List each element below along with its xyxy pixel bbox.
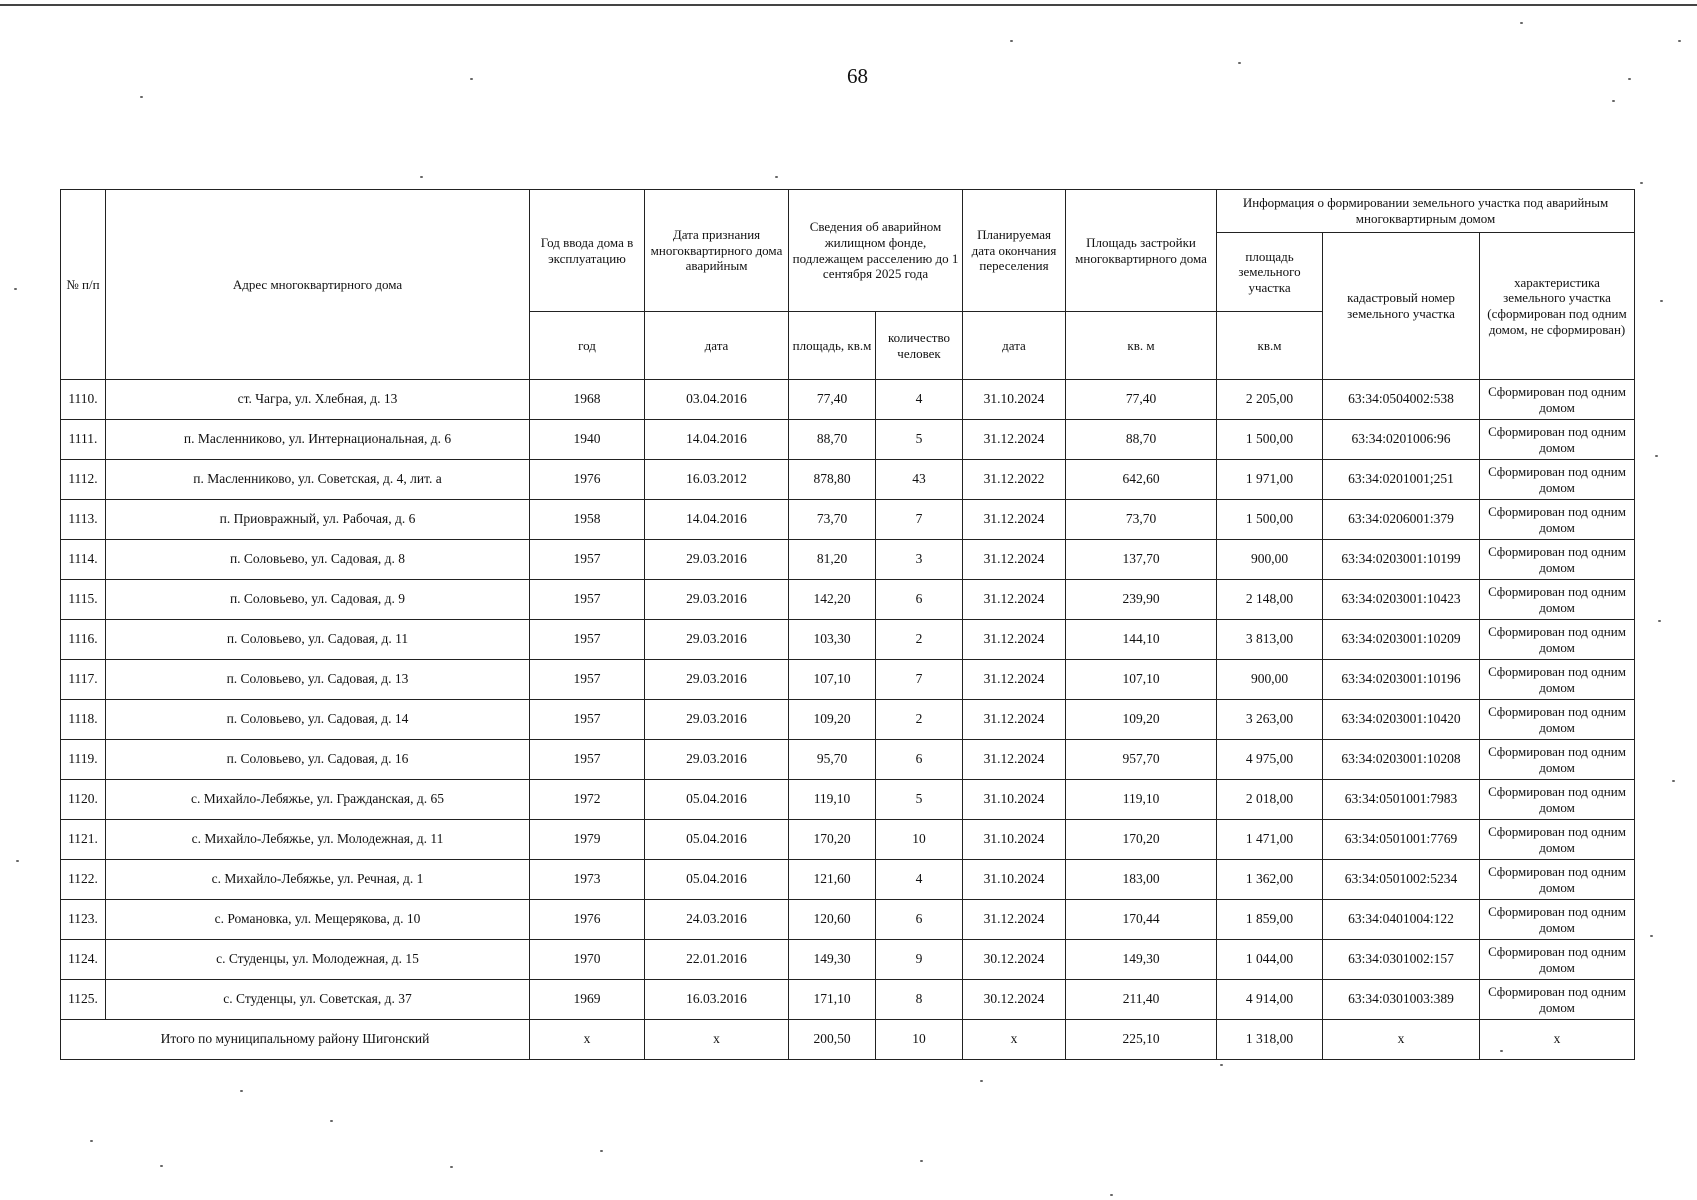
unit-year: год bbox=[530, 312, 645, 380]
row-address: п. Соловьево, ул. Садовая, д. 14 bbox=[106, 700, 530, 740]
row-number: 1111. bbox=[61, 420, 106, 460]
row-people: 4 bbox=[876, 860, 963, 900]
row-number: 1112. bbox=[61, 460, 106, 500]
row-building-area: 119,10 bbox=[1066, 780, 1217, 820]
table-row bbox=[61, 580, 1635, 620]
scan-speck bbox=[160, 1165, 163, 1167]
row-building-area: 144,10 bbox=[1066, 620, 1217, 660]
row-planned-date: 31.12.2024 bbox=[963, 740, 1066, 780]
row-people: 43 bbox=[876, 460, 963, 500]
row-people: 9 bbox=[876, 940, 963, 980]
row-land-char: Сформирован под одним домом bbox=[1480, 820, 1635, 860]
row-people: 6 bbox=[876, 740, 963, 780]
row-land-char: Сформирован под одним домом bbox=[1480, 860, 1635, 900]
scan-speck bbox=[470, 78, 473, 80]
row-date-recognized: 29.03.2016 bbox=[645, 740, 789, 780]
scan-speck bbox=[980, 1080, 983, 1082]
row-building-area: 183,00 bbox=[1066, 860, 1217, 900]
row-people: 6 bbox=[876, 900, 963, 940]
page-number: 68 bbox=[847, 64, 868, 88]
total-land-char: х bbox=[1480, 1020, 1635, 1060]
row-building-area: 107,10 bbox=[1066, 660, 1217, 700]
scan-speck bbox=[1678, 40, 1681, 42]
row-year: 1957 bbox=[530, 540, 645, 580]
row-land-char: Сформирован под одним домом bbox=[1480, 980, 1635, 1020]
row-year: 1957 bbox=[530, 620, 645, 660]
row-number: 1110. bbox=[61, 380, 106, 420]
total-land-area: 1 318,00 bbox=[1217, 1020, 1323, 1060]
row-land-area: 1 500,00 bbox=[1217, 420, 1323, 460]
row-area: 119,10 bbox=[789, 780, 876, 820]
row-planned-date: 31.12.2024 bbox=[963, 540, 1066, 580]
row-cadastral: 63:34:0203001:10199 bbox=[1323, 540, 1480, 580]
row-people: 7 bbox=[876, 500, 963, 540]
row-land-area: 4 975,00 bbox=[1217, 740, 1323, 780]
row-date-recognized: 29.03.2016 bbox=[645, 580, 789, 620]
scan-speck bbox=[240, 1090, 243, 1092]
row-address: п. Соловьево, ул. Садовая, д. 8 bbox=[106, 540, 530, 580]
header-number: № п/п bbox=[61, 190, 106, 380]
row-address: с. Михайло-Лебяжье, ул. Гражданская, д. 65 bbox=[106, 780, 530, 820]
row-cadastral: 63:34:0501001:7769 bbox=[1323, 820, 1480, 860]
table-row bbox=[61, 420, 1635, 460]
row-address: п. Соловьево, ул. Садовая, д. 16 bbox=[106, 740, 530, 780]
row-planned-date: 31.12.2024 bbox=[963, 620, 1066, 660]
row-date-recognized: 14.04.2016 bbox=[645, 500, 789, 540]
row-building-area: 149,30 bbox=[1066, 940, 1217, 980]
total-label: Итого по муниципальному району Шигонский bbox=[61, 1020, 530, 1060]
row-number: 1116. bbox=[61, 620, 106, 660]
row-people: 2 bbox=[876, 700, 963, 740]
scan-speck bbox=[1660, 300, 1663, 302]
row-area: 878,80 bbox=[789, 460, 876, 500]
header-date-recognized: Дата признания многоквартирного дома аварийным bbox=[645, 190, 789, 312]
row-area: 81,20 bbox=[789, 540, 876, 580]
scan-speck bbox=[1650, 935, 1653, 937]
table-row bbox=[61, 500, 1635, 540]
row-building-area: 957,70 bbox=[1066, 740, 1217, 780]
scan-speck bbox=[16, 860, 19, 862]
row-land-char: Сформирован под одним домом bbox=[1480, 700, 1635, 740]
scan-speck bbox=[1655, 455, 1658, 457]
header-land-info: Информация о формировании земельного участка под аварийным многоквартирным домом bbox=[1217, 190, 1635, 233]
row-date-recognized: 14.04.2016 bbox=[645, 420, 789, 460]
scan-speck bbox=[600, 1150, 603, 1152]
row-date-recognized: 29.03.2016 bbox=[645, 540, 789, 580]
row-land-char: Сформирован под одним домом bbox=[1480, 780, 1635, 820]
row-people: 10 bbox=[876, 820, 963, 860]
row-area: 120,60 bbox=[789, 900, 876, 940]
row-land-area: 1 971,00 bbox=[1217, 460, 1323, 500]
scan-speck bbox=[420, 176, 423, 178]
row-area: 73,70 bbox=[789, 500, 876, 540]
row-planned-date: 31.10.2024 bbox=[963, 820, 1066, 860]
row-address: п. Масленниково, ул. Советская, д. 4, лит. а bbox=[106, 460, 530, 500]
row-year: 1976 bbox=[530, 900, 645, 940]
scan-speck bbox=[1220, 1064, 1223, 1066]
header-building-area: Площадь застройки многоквартирного дома bbox=[1066, 190, 1217, 312]
table-row bbox=[61, 700, 1635, 740]
row-land-char: Сформирован под одним домом bbox=[1480, 500, 1635, 540]
row-land-char: Сформирован под одним домом bbox=[1480, 420, 1635, 460]
row-date-recognized: 29.03.2016 bbox=[645, 660, 789, 700]
row-date-recognized: 05.04.2016 bbox=[645, 820, 789, 860]
header-address: Адрес многоквартирного дома bbox=[106, 190, 530, 380]
row-date-recognized: 22.01.2016 bbox=[645, 940, 789, 980]
row-cadastral: 63:34:0504002:538 bbox=[1323, 380, 1480, 420]
row-year: 1979 bbox=[530, 820, 645, 860]
unit-planned-date: дата bbox=[963, 312, 1066, 380]
row-land-area: 2 018,00 bbox=[1217, 780, 1323, 820]
scan-speck bbox=[1658, 620, 1661, 622]
table-row bbox=[61, 660, 1635, 700]
row-land-area: 3 263,00 bbox=[1217, 700, 1323, 740]
row-number: 1122. bbox=[61, 860, 106, 900]
row-number: 1117. bbox=[61, 660, 106, 700]
row-cadastral: 63:34:0203001:10423 bbox=[1323, 580, 1480, 620]
row-number: 1125. bbox=[61, 980, 106, 1020]
row-planned-date: 31.12.2024 bbox=[963, 500, 1066, 540]
unit-date-recognized: дата bbox=[645, 312, 789, 380]
row-address: с. Михайло-Лебяжье, ул. Молодежная, д. 11 bbox=[106, 820, 530, 860]
table-row bbox=[61, 380, 1635, 420]
row-land-area: 1 044,00 bbox=[1217, 940, 1323, 980]
row-land-char: Сформирован под одним домом bbox=[1480, 580, 1635, 620]
row-number: 1113. bbox=[61, 500, 106, 540]
row-people: 5 bbox=[876, 420, 963, 460]
row-year: 1940 bbox=[530, 420, 645, 460]
row-cadastral: 63:34:0501001:7983 bbox=[1323, 780, 1480, 820]
row-cadastral: 63:34:0203001:10208 bbox=[1323, 740, 1480, 780]
row-year: 1958 bbox=[530, 500, 645, 540]
row-area: 171,10 bbox=[789, 980, 876, 1020]
row-number: 1124. bbox=[61, 940, 106, 980]
row-number: 1118. bbox=[61, 700, 106, 740]
row-area: 107,10 bbox=[789, 660, 876, 700]
row-cadastral: 63:34:0301002:157 bbox=[1323, 940, 1480, 980]
row-land-area: 900,00 bbox=[1217, 540, 1323, 580]
table-row bbox=[61, 620, 1635, 660]
row-date-recognized: 05.04.2016 bbox=[645, 860, 789, 900]
row-planned-date: 31.12.2022 bbox=[963, 460, 1066, 500]
row-building-area: 109,20 bbox=[1066, 700, 1217, 740]
header-planned-date: Планируемая дата окончания переселения bbox=[963, 190, 1066, 312]
row-planned-date: 31.10.2024 bbox=[963, 780, 1066, 820]
row-building-area: 170,44 bbox=[1066, 900, 1217, 940]
row-address: п. Соловьево, ул. Садовая, д. 11 bbox=[106, 620, 530, 660]
row-number: 1115. bbox=[61, 580, 106, 620]
row-land-area: 2 205,00 bbox=[1217, 380, 1323, 420]
row-date-recognized: 29.03.2016 bbox=[645, 620, 789, 660]
row-year: 1957 bbox=[530, 740, 645, 780]
row-address: ст. Чагра, ул. Хлебная, д. 13 bbox=[106, 380, 530, 420]
row-cadastral: 63:34:0501002:5234 bbox=[1323, 860, 1480, 900]
row-year: 1957 bbox=[530, 580, 645, 620]
header-land-char: характеристика земельного участка (сформирован под одним домом, не сформирован) bbox=[1480, 233, 1635, 380]
row-building-area: 211,40 bbox=[1066, 980, 1217, 1020]
row-area: 77,40 bbox=[789, 380, 876, 420]
row-people: 2 bbox=[876, 620, 963, 660]
row-land-area: 900,00 bbox=[1217, 660, 1323, 700]
row-area: 95,70 bbox=[789, 740, 876, 780]
row-planned-date: 31.12.2024 bbox=[963, 580, 1066, 620]
table-row bbox=[61, 860, 1635, 900]
scan-speck bbox=[920, 1160, 923, 1162]
total-cadastral: х bbox=[1323, 1020, 1480, 1060]
unit-building-sqm: кв. м bbox=[1066, 312, 1217, 380]
total-date: х bbox=[645, 1020, 789, 1060]
row-year: 1968 bbox=[530, 380, 645, 420]
row-area: 170,20 bbox=[789, 820, 876, 860]
row-area: 103,30 bbox=[789, 620, 876, 660]
row-address: с. Студенцы, ул. Молодежная, д. 15 bbox=[106, 940, 530, 980]
row-cadastral: 63:34:0201001;251 bbox=[1323, 460, 1480, 500]
row-land-char: Сформирован под одним домом bbox=[1480, 460, 1635, 500]
row-year: 1972 bbox=[530, 780, 645, 820]
header-cadastral: кадастровый номер земельного участка bbox=[1323, 233, 1480, 380]
row-land-char: Сформирован под одним домом bbox=[1480, 540, 1635, 580]
row-date-recognized: 16.03.2012 bbox=[645, 460, 789, 500]
row-area: 109,20 bbox=[789, 700, 876, 740]
row-land-char: Сформирован под одним домом bbox=[1480, 940, 1635, 980]
total-building-area: 225,10 bbox=[1066, 1020, 1217, 1060]
row-address: п. Масленниково, ул. Интернациональная, д. 6 bbox=[106, 420, 530, 460]
table-row bbox=[61, 780, 1635, 820]
scan-speck bbox=[1500, 1050, 1503, 1052]
row-address: с. Михайло-Лебяжье, ул. Речная, д. 1 bbox=[106, 860, 530, 900]
row-number: 1119. bbox=[61, 740, 106, 780]
row-address: п. Соловьево, ул. Садовая, д. 9 bbox=[106, 580, 530, 620]
row-planned-date: 31.12.2024 bbox=[963, 700, 1066, 740]
row-year: 1973 bbox=[530, 860, 645, 900]
scan-speck bbox=[330, 1120, 333, 1122]
scan-speck bbox=[1640, 182, 1643, 184]
row-building-area: 642,60 bbox=[1066, 460, 1217, 500]
scan-speck bbox=[1612, 100, 1615, 102]
row-year: 1976 bbox=[530, 460, 645, 500]
table-row bbox=[61, 980, 1635, 1020]
row-area: 88,70 bbox=[789, 420, 876, 460]
scan-speck bbox=[1238, 62, 1241, 64]
row-cadastral: 63:34:0206001:379 bbox=[1323, 500, 1480, 540]
row-number: 1120. bbox=[61, 780, 106, 820]
scan-speck bbox=[14, 288, 17, 290]
row-building-area: 77,40 bbox=[1066, 380, 1217, 420]
row-people: 5 bbox=[876, 780, 963, 820]
row-area: 121,60 bbox=[789, 860, 876, 900]
row-planned-date: 31.10.2024 bbox=[963, 860, 1066, 900]
row-area: 142,20 bbox=[789, 580, 876, 620]
row-year: 1957 bbox=[530, 700, 645, 740]
row-people: 4 bbox=[876, 380, 963, 420]
table-body bbox=[61, 380, 1635, 1020]
table-row bbox=[61, 740, 1635, 780]
scan-speck bbox=[1628, 78, 1631, 80]
row-people: 6 bbox=[876, 580, 963, 620]
row-cadastral: 63:34:0301003:389 bbox=[1323, 980, 1480, 1020]
row-planned-date: 31.12.2024 bbox=[963, 660, 1066, 700]
row-building-area: 137,70 bbox=[1066, 540, 1217, 580]
row-date-recognized: 29.03.2016 bbox=[645, 700, 789, 740]
unit-area: площадь, кв.м bbox=[789, 312, 876, 380]
scan-speck bbox=[1010, 40, 1013, 42]
header-land-area: площадь земельного участка bbox=[1217, 233, 1323, 312]
row-year: 1957 bbox=[530, 660, 645, 700]
row-cadastral: 63:34:0203001:10420 bbox=[1323, 700, 1480, 740]
row-address: с. Студенцы, ул. Советская, д. 37 bbox=[106, 980, 530, 1020]
row-cadastral: 63:34:0203001:10196 bbox=[1323, 660, 1480, 700]
row-land-char: Сформирован под одним домом bbox=[1480, 900, 1635, 940]
row-land-area: 2 148,00 bbox=[1217, 580, 1323, 620]
row-year: 1970 bbox=[530, 940, 645, 980]
row-building-area: 73,70 bbox=[1066, 500, 1217, 540]
scan-speck bbox=[140, 96, 143, 98]
row-planned-date: 31.10.2024 bbox=[963, 380, 1066, 420]
row-planned-date: 31.12.2024 bbox=[963, 900, 1066, 940]
row-area: 149,30 bbox=[789, 940, 876, 980]
row-building-area: 88,70 bbox=[1066, 420, 1217, 460]
row-date-recognized: 03.04.2016 bbox=[645, 380, 789, 420]
header-year-in-operation: Год ввода дома в эксплуатацию bbox=[530, 190, 645, 312]
emergency-housing-table bbox=[60, 189, 1635, 1060]
row-land-area: 1 362,00 bbox=[1217, 860, 1323, 900]
table-row bbox=[61, 940, 1635, 980]
row-number: 1123. bbox=[61, 900, 106, 940]
row-cadastral: 63:34:0201006:96 bbox=[1323, 420, 1480, 460]
table-row bbox=[61, 460, 1635, 500]
total-area: 200,50 bbox=[789, 1020, 876, 1060]
row-planned-date: 30.12.2024 bbox=[963, 980, 1066, 1020]
scan-speck bbox=[1110, 1194, 1113, 1196]
row-planned-date: 31.12.2024 bbox=[963, 420, 1066, 460]
unit-people: количество человек bbox=[876, 312, 963, 380]
row-land-area: 1 500,00 bbox=[1217, 500, 1323, 540]
row-date-recognized: 24.03.2016 bbox=[645, 900, 789, 940]
row-cadastral: 63:34:0203001:10209 bbox=[1323, 620, 1480, 660]
row-land-area: 1 859,00 bbox=[1217, 900, 1323, 940]
row-year: 1969 bbox=[530, 980, 645, 1020]
total-planned: х bbox=[963, 1020, 1066, 1060]
row-address: п. Приовражный, ул. Рабочая, д. 6 bbox=[106, 500, 530, 540]
scan-speck bbox=[1672, 780, 1675, 782]
table-row bbox=[61, 900, 1635, 940]
row-number: 1114. bbox=[61, 540, 106, 580]
table-row bbox=[61, 540, 1635, 580]
row-people: 7 bbox=[876, 660, 963, 700]
row-address: п. Соловьево, ул. Садовая, д. 13 bbox=[106, 660, 530, 700]
scan-speck bbox=[1520, 22, 1523, 24]
row-building-area: 239,90 bbox=[1066, 580, 1217, 620]
header-emergency-fund: Сведения об аварийном жилищном фонде, подлежащем расселению до 1 сентября 2025 года bbox=[789, 190, 963, 312]
row-cadastral: 63:34:0401004:122 bbox=[1323, 900, 1480, 940]
total-row bbox=[61, 1020, 1635, 1060]
row-land-area: 4 914,00 bbox=[1217, 980, 1323, 1020]
top-border-line bbox=[0, 4, 1697, 6]
row-land-char: Сформирован под одним домом bbox=[1480, 660, 1635, 700]
row-number: 1121. bbox=[61, 820, 106, 860]
total-year: х bbox=[530, 1020, 645, 1060]
row-people: 8 bbox=[876, 980, 963, 1020]
row-address: с. Романовка, ул. Мещерякова, д. 10 bbox=[106, 900, 530, 940]
row-people: 3 bbox=[876, 540, 963, 580]
row-planned-date: 30.12.2024 bbox=[963, 940, 1066, 980]
row-land-char: Сформирован под одним домом bbox=[1480, 380, 1635, 420]
row-land-char: Сформирован под одним домом bbox=[1480, 740, 1635, 780]
unit-land-sqm: кв.м bbox=[1217, 312, 1323, 380]
scan-speck bbox=[90, 1140, 93, 1142]
row-land-area: 3 813,00 bbox=[1217, 620, 1323, 660]
scan-speck bbox=[450, 1166, 453, 1168]
row-building-area: 170,20 bbox=[1066, 820, 1217, 860]
scan-speck bbox=[775, 176, 778, 178]
total-people: 10 bbox=[876, 1020, 963, 1060]
row-date-recognized: 16.03.2016 bbox=[645, 980, 789, 1020]
row-date-recognized: 05.04.2016 bbox=[645, 780, 789, 820]
row-land-area: 1 471,00 bbox=[1217, 820, 1323, 860]
row-land-char: Сформирован под одним домом bbox=[1480, 620, 1635, 660]
table-row bbox=[61, 820, 1635, 860]
